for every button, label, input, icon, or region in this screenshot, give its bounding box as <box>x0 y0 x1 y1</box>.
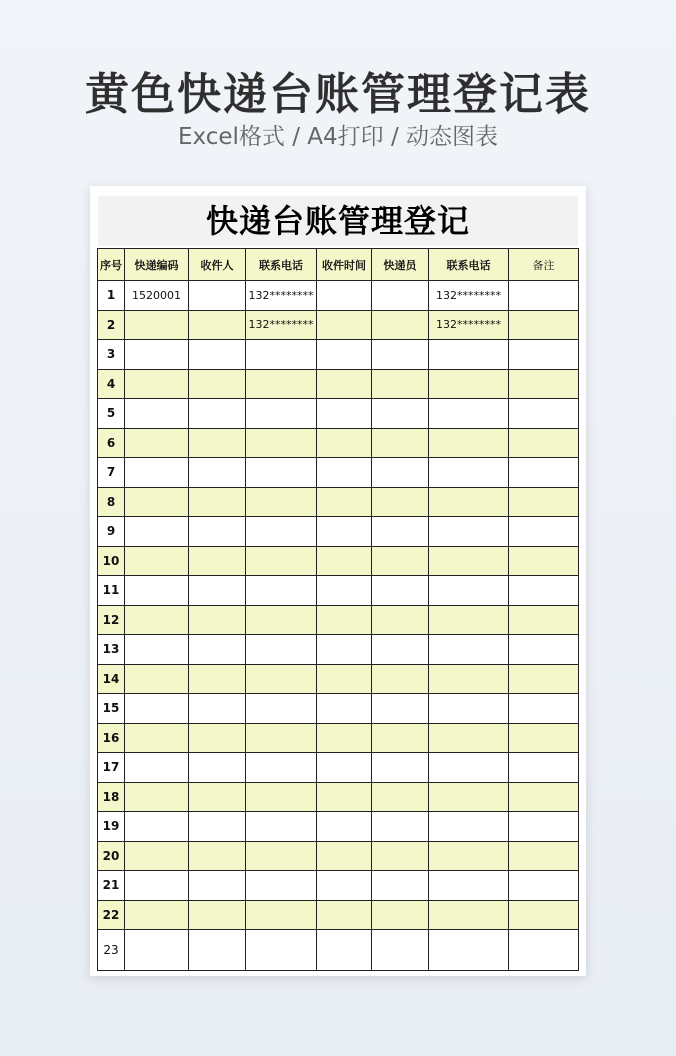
recipient-phone-cell[interactable] <box>246 487 317 517</box>
table-row <box>98 310 579 340</box>
notes-cell[interactable] <box>509 723 579 753</box>
recipient-phone-cell[interactable]: 132******** <box>246 281 317 311</box>
courier-phone-cell[interactable] <box>429 428 509 458</box>
receive-time-cell[interactable] <box>317 635 372 665</box>
recipient-phone-cell[interactable] <box>246 340 317 370</box>
col-header-tracking-code: 快递编码 <box>125 249 189 281</box>
courier-phone-cell[interactable] <box>429 871 509 901</box>
courier-phone-cell[interactable] <box>429 723 509 753</box>
receive-time-cell[interactable] <box>317 930 372 971</box>
notes-cell[interactable] <box>509 605 579 635</box>
tracking-code-cell[interactable] <box>125 664 189 694</box>
courier-cell[interactable] <box>372 576 429 606</box>
courier-phone-cell[interactable] <box>429 605 509 635</box>
recipient-phone-cell[interactable] <box>246 841 317 871</box>
courier-phone-cell[interactable] <box>429 399 509 429</box>
seq-cell[interactable]: 8 <box>98 487 125 517</box>
tracking-code-cell[interactable] <box>125 340 189 370</box>
seq-cell[interactable]: 22 <box>98 900 125 930</box>
recipient-cell[interactable] <box>189 635 246 665</box>
col-header-seq: 序号 <box>98 249 125 281</box>
tracking-code-cell[interactable] <box>125 635 189 665</box>
recipient-phone-cell[interactable] <box>246 871 317 901</box>
seq-cell[interactable]: 19 <box>98 812 125 842</box>
courier-phone-cell[interactable] <box>429 458 509 488</box>
courier-cell[interactable] <box>372 841 429 871</box>
courier-phone-cell[interactable] <box>429 900 509 930</box>
courier-phone-cell[interactable] <box>429 546 509 576</box>
table-row <box>98 664 579 694</box>
recipient-cell[interactable] <box>189 517 246 547</box>
tracking-code-cell[interactable] <box>125 723 189 753</box>
table-row <box>98 517 579 547</box>
tracking-code-cell[interactable]: 1520001 <box>125 281 189 311</box>
seq-cell[interactable]: 20 <box>98 841 125 871</box>
courier-phone-cell[interactable] <box>429 930 509 971</box>
courier-cell[interactable] <box>372 487 429 517</box>
recipient-cell[interactable] <box>189 753 246 783</box>
recipient-cell[interactable] <box>189 723 246 753</box>
recipient-cell[interactable] <box>189 694 246 724</box>
notes-cell[interactable] <box>509 782 579 812</box>
receive-time-cell[interactable] <box>317 369 372 399</box>
recipient-cell[interactable] <box>189 458 246 488</box>
tracking-code-cell[interactable] <box>125 546 189 576</box>
recipient-cell[interactable] <box>189 841 246 871</box>
courier-cell[interactable] <box>372 635 429 665</box>
recipient-phone-cell[interactable] <box>246 664 317 694</box>
recipient-cell[interactable] <box>189 369 246 399</box>
courier-cell[interactable] <box>372 900 429 930</box>
tracking-code-cell[interactable] <box>125 753 189 783</box>
table-row <box>98 900 579 930</box>
tracking-code-cell[interactable] <box>125 812 189 842</box>
col-header-courier-phone: 联系电话 <box>429 249 509 281</box>
notes-cell[interactable] <box>509 871 579 901</box>
receive-time-cell[interactable] <box>317 340 372 370</box>
seq-cell[interactable]: 18 <box>98 782 125 812</box>
seq-cell[interactable]: 5 <box>98 399 125 429</box>
tracking-code-cell[interactable] <box>125 930 189 971</box>
tracking-code-cell[interactable] <box>125 428 189 458</box>
recipient-phone-cell[interactable] <box>246 753 317 783</box>
recipient-phone-cell[interactable] <box>246 517 317 547</box>
courier-phone-cell[interactable]: 132******** <box>429 281 509 311</box>
tracking-code-cell[interactable] <box>125 605 189 635</box>
seq-cell[interactable]: 7 <box>98 458 125 488</box>
seq-cell[interactable]: 1 <box>98 281 125 311</box>
col-header-recipient-phone: 联系电话 <box>246 249 317 281</box>
courier-phone-cell[interactable] <box>429 841 509 871</box>
tracking-code-cell[interactable] <box>125 576 189 606</box>
courier-phone-cell[interactable] <box>429 782 509 812</box>
table-row <box>98 399 579 429</box>
table-row <box>98 723 579 753</box>
table-row <box>98 930 579 971</box>
seq-cell[interactable]: 13 <box>98 635 125 665</box>
courier-cell[interactable] <box>372 930 429 971</box>
tracking-code-cell[interactable] <box>125 310 189 340</box>
notes-cell[interactable] <box>509 812 579 842</box>
notes-cell[interactable] <box>509 428 579 458</box>
recipient-cell[interactable] <box>189 871 246 901</box>
receive-time-cell[interactable] <box>317 871 372 901</box>
notes-cell[interactable] <box>509 281 579 311</box>
courier-cell[interactable] <box>372 399 429 429</box>
tracking-code-cell[interactable] <box>125 871 189 901</box>
recipient-phone-cell[interactable] <box>246 782 317 812</box>
courier-phone-cell[interactable] <box>429 694 509 724</box>
seq-cell[interactable]: 16 <box>98 723 125 753</box>
courier-cell[interactable] <box>372 369 429 399</box>
recipient-cell[interactable] <box>189 900 246 930</box>
table-row <box>98 369 579 399</box>
seq-cell[interactable]: 10 <box>98 546 125 576</box>
notes-cell[interactable] <box>509 399 579 429</box>
recipient-cell[interactable] <box>189 399 246 429</box>
receive-time-cell[interactable] <box>317 723 372 753</box>
recipient-cell[interactable] <box>189 576 246 606</box>
courier-phone-cell[interactable] <box>429 517 509 547</box>
recipient-cell[interactable] <box>189 340 246 370</box>
notes-cell[interactable] <box>509 546 579 576</box>
recipient-phone-cell[interactable] <box>246 900 317 930</box>
tracking-code-cell[interactable] <box>125 369 189 399</box>
recipient-cell[interactable] <box>189 310 246 340</box>
header-row <box>98 249 579 281</box>
recipient-phone-cell[interactable] <box>246 930 317 971</box>
seq-cell[interactable]: 23 <box>98 930 125 971</box>
recipient-phone-cell[interactable] <box>246 369 317 399</box>
col-header-recipient: 收件人 <box>189 249 246 281</box>
col-header-notes: 备注 <box>509 249 579 281</box>
table-row <box>98 694 579 724</box>
courier-cell[interactable] <box>372 694 429 724</box>
courier-cell[interactable] <box>372 753 429 783</box>
seq-cell[interactable]: 4 <box>98 369 125 399</box>
col-header-receive-time: 收件时间 <box>317 249 372 281</box>
tracking-code-cell[interactable] <box>125 487 189 517</box>
courier-phone-cell[interactable] <box>429 635 509 665</box>
notes-cell[interactable] <box>509 310 579 340</box>
recipient-phone-cell[interactable] <box>246 635 317 665</box>
receive-time-cell[interactable] <box>317 841 372 871</box>
table-row <box>98 605 579 635</box>
courier-cell[interactable] <box>372 782 429 812</box>
recipient-phone-cell[interactable] <box>246 723 317 753</box>
seq-cell[interactable]: 2 <box>98 310 125 340</box>
table-row <box>98 340 579 370</box>
table-row <box>98 458 579 488</box>
recipient-cell[interactable] <box>189 487 246 517</box>
courier-cell[interactable] <box>372 546 429 576</box>
ledger-body <box>98 281 579 971</box>
recipient-phone-cell[interactable] <box>246 812 317 842</box>
table-row <box>98 782 579 812</box>
col-header-courier: 快递员 <box>372 249 429 281</box>
seq-cell[interactable]: 17 <box>98 753 125 783</box>
courier-cell[interactable] <box>372 428 429 458</box>
receive-time-cell[interactable] <box>317 812 372 842</box>
notes-cell[interactable] <box>509 900 579 930</box>
recipient-phone-cell[interactable] <box>246 399 317 429</box>
courier-cell[interactable] <box>372 517 429 547</box>
table-row <box>98 812 579 842</box>
table-row <box>98 753 579 783</box>
notes-cell[interactable] <box>509 340 579 370</box>
recipient-phone-cell[interactable] <box>246 428 317 458</box>
courier-cell[interactable] <box>372 664 429 694</box>
table-row <box>98 576 579 606</box>
seq-cell[interactable]: 11 <box>98 576 125 606</box>
table-row <box>98 871 579 901</box>
tracking-code-cell[interactable] <box>125 841 189 871</box>
recipient-cell[interactable] <box>189 782 246 812</box>
table-row <box>98 428 579 458</box>
recipient-cell[interactable] <box>189 664 246 694</box>
notes-cell[interactable] <box>509 369 579 399</box>
tracking-code-cell[interactable] <box>125 399 189 429</box>
recipient-phone-cell[interactable] <box>246 694 317 724</box>
receive-time-cell[interactable] <box>317 753 372 783</box>
receive-time-cell[interactable] <box>317 428 372 458</box>
ledger-table <box>97 248 579 971</box>
notes-cell[interactable] <box>509 841 579 871</box>
recipient-cell[interactable] <box>189 605 246 635</box>
notes-cell[interactable] <box>509 694 579 724</box>
seq-cell[interactable]: 15 <box>98 694 125 724</box>
notes-cell[interactable] <box>509 664 579 694</box>
notes-cell[interactable] <box>509 517 579 547</box>
courier-phone-cell[interactable]: 132******** <box>429 310 509 340</box>
table-row <box>98 635 579 665</box>
page-title: 黄色快递台账管理登记表 <box>85 69 591 120</box>
notes-cell[interactable] <box>509 487 579 517</box>
courier-phone-cell[interactable] <box>429 812 509 842</box>
receive-time-cell[interactable] <box>317 517 372 547</box>
courier-cell[interactable] <box>372 871 429 901</box>
receive-time-cell[interactable] <box>317 900 372 930</box>
receive-time-cell[interactable] <box>317 694 372 724</box>
tracking-code-cell[interactable] <box>125 900 189 930</box>
receive-time-cell[interactable] <box>317 281 372 311</box>
courier-cell[interactable] <box>372 281 429 311</box>
recipient-phone-cell[interactable] <box>246 458 317 488</box>
seq-cell[interactable]: 9 <box>98 517 125 547</box>
recipient-cell[interactable] <box>189 428 246 458</box>
courier-cell[interactable] <box>372 310 429 340</box>
seq-cell[interactable]: 6 <box>98 428 125 458</box>
courier-phone-cell[interactable] <box>429 576 509 606</box>
notes-cell[interactable] <box>509 635 579 665</box>
page-subtitle: Excel格式 / A4打印 / 动态图表 <box>177 124 499 150</box>
courier-cell[interactable] <box>372 605 429 635</box>
receive-time-cell[interactable] <box>317 664 372 694</box>
tracking-code-cell[interactable] <box>125 782 189 812</box>
recipient-phone-cell[interactable] <box>246 546 317 576</box>
courier-cell[interactable] <box>372 340 429 370</box>
notes-cell[interactable] <box>509 576 579 606</box>
courier-phone-cell[interactable] <box>429 753 509 783</box>
recipient-cell[interactable] <box>189 281 246 311</box>
table-row <box>98 281 579 311</box>
tracking-code-cell[interactable] <box>125 694 189 724</box>
notes-cell[interactable] <box>509 930 579 971</box>
recipient-cell[interactable] <box>189 930 246 971</box>
notes-cell[interactable] <box>509 458 579 488</box>
seq-cell[interactable]: 14 <box>98 664 125 694</box>
table-row <box>98 546 579 576</box>
seq-cell[interactable]: 21 <box>98 871 125 901</box>
courier-cell[interactable] <box>372 812 429 842</box>
seq-cell[interactable]: 12 <box>98 605 125 635</box>
receive-time-cell[interactable] <box>317 782 372 812</box>
receive-time-cell[interactable] <box>317 487 372 517</box>
receive-time-cell[interactable] <box>317 458 372 488</box>
courier-phone-cell[interactable] <box>429 340 509 370</box>
courier-phone-cell[interactable] <box>429 369 509 399</box>
receive-time-cell[interactable] <box>317 310 372 340</box>
courier-phone-cell[interactable] <box>429 487 509 517</box>
seq-cell[interactable]: 3 <box>98 340 125 370</box>
sheet-title: 快递台账管理登记 <box>98 196 578 246</box>
tracking-code-cell[interactable] <box>125 458 189 488</box>
courier-phone-cell[interactable] <box>429 664 509 694</box>
receive-time-cell[interactable] <box>317 399 372 429</box>
table-row <box>98 841 579 871</box>
tracking-code-cell[interactable] <box>125 517 189 547</box>
recipient-phone-cell[interactable] <box>246 605 317 635</box>
recipient-phone-cell[interactable] <box>246 576 317 606</box>
notes-cell[interactable] <box>509 753 579 783</box>
courier-cell[interactable] <box>372 723 429 753</box>
receive-time-cell[interactable] <box>317 576 372 606</box>
receive-time-cell[interactable] <box>317 546 372 576</box>
table-row <box>98 487 579 517</box>
receive-time-cell[interactable] <box>317 605 372 635</box>
recipient-cell[interactable] <box>189 812 246 842</box>
courier-cell[interactable] <box>372 458 429 488</box>
recipient-cell[interactable] <box>189 546 246 576</box>
recipient-phone-cell[interactable]: 132******** <box>246 310 317 340</box>
